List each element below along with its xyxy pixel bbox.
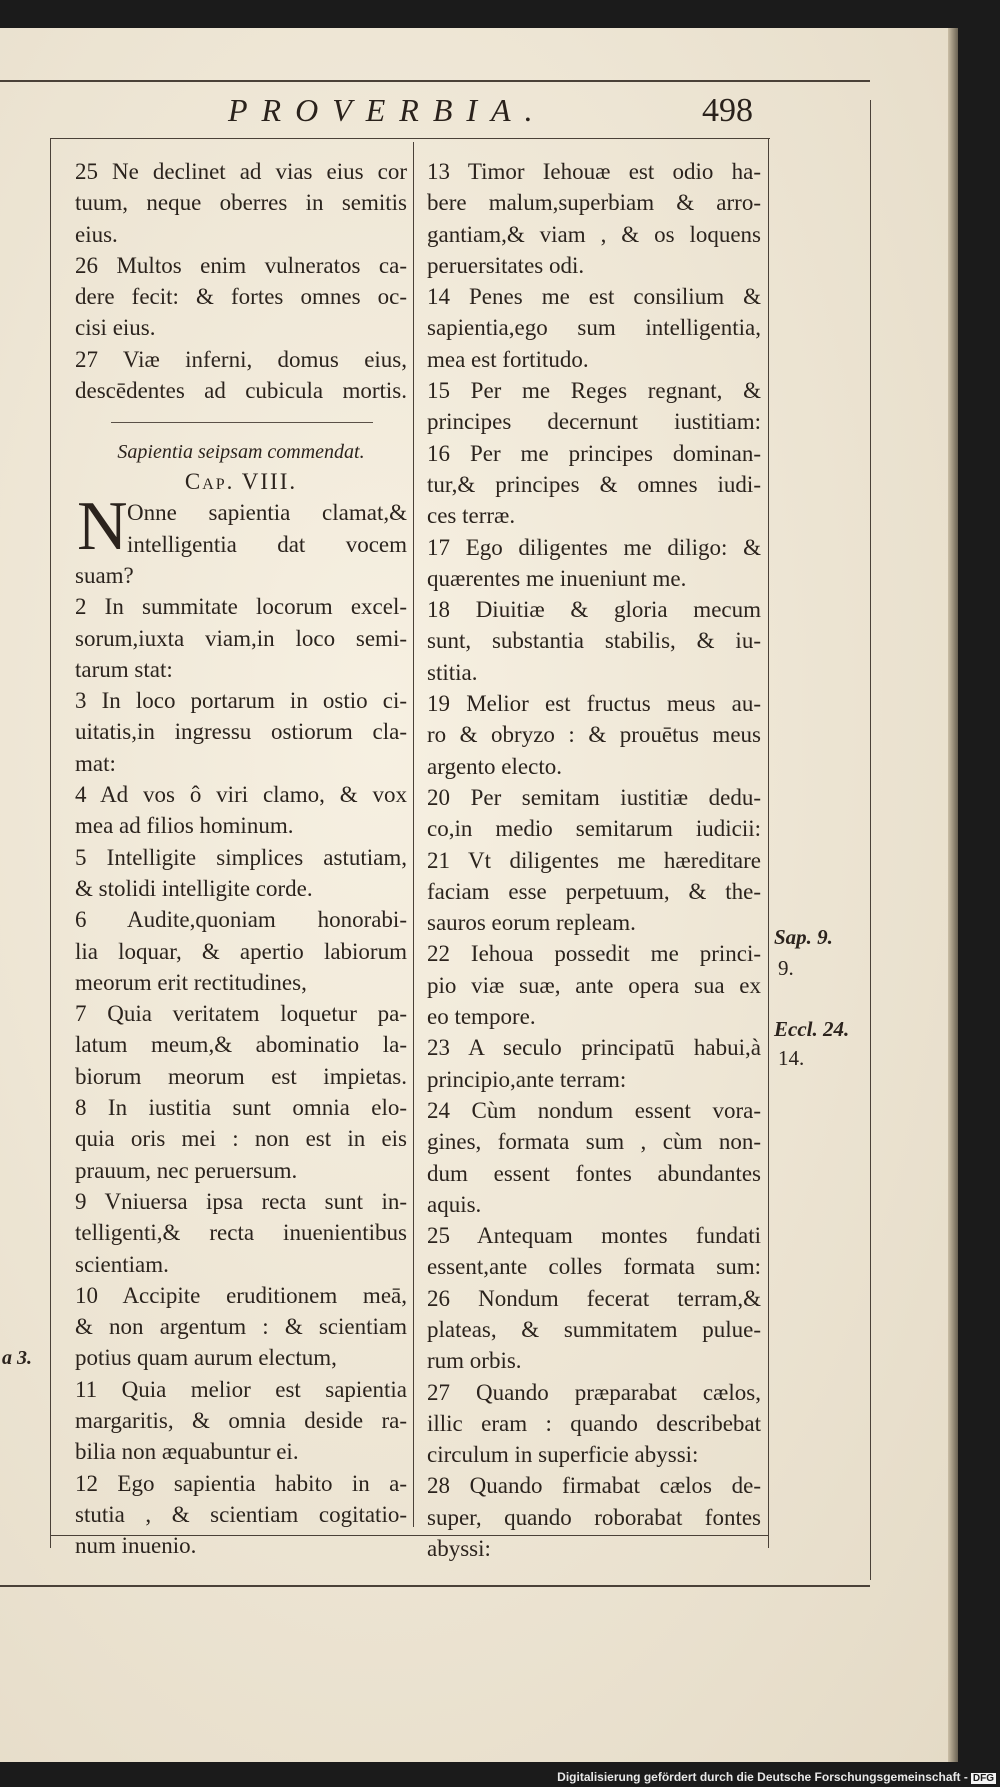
text-line: margaritis, & omnia deside ra- [75, 1407, 407, 1433]
text-line: mea ad filios hominum. [75, 813, 294, 839]
text-line: ro & obryzo : & prouētus meus [427, 722, 761, 748]
text-line: ces terræ. [427, 503, 516, 529]
text-line: dum essent fontes abundantes [427, 1160, 761, 1186]
left-vertical-rule [50, 138, 51, 1548]
text-line: rum orbis. [427, 1348, 522, 1374]
text-line: sorum,iuxta viam,in loco semi- [75, 625, 407, 651]
text-line: 7 Quia veritatem loquetur pa- [75, 1001, 407, 1027]
text-line: 11 Quia melior est sapientia [75, 1376, 407, 1402]
text-line: cisi eius. [75, 315, 156, 341]
text-line: quærentes me inueniunt me. [427, 565, 687, 591]
section-heading: Sapientia seipsam commendat. [117, 441, 365, 464]
text-line: bere malum,superbiam & arro- [427, 190, 761, 216]
text-line: pio viæ suæ, ante opera sua ex [427, 972, 761, 998]
text-line: illic eram : quando describebat [427, 1410, 761, 1436]
text-line: 25 Ne declinet ad vias eius cor [75, 159, 407, 184]
text-line: circulum in superficie abyssi: [427, 1442, 699, 1468]
text-line: 3 In loco portarum in ostio ci- [75, 688, 407, 714]
text-line: telligenti,& recta inuenientibus [75, 1220, 407, 1246]
text-line: mea est fortitudo. [427, 346, 589, 372]
text-line: gantiam,& viam , & os loquens [427, 221, 761, 247]
text-line: 17 Ego diligentes me diligo: & [427, 534, 761, 560]
chapter-heading: Cap. VIII. [184, 469, 298, 495]
text-line: dere fecit: & fortes omnes oc- [75, 284, 407, 310]
text-line: co,in medio semitarum iudicii: [427, 816, 761, 842]
text-line: principes decernunt iustitiam: [427, 409, 761, 435]
text-line: uitatis,in ingressu ostiorum cla- [75, 719, 407, 745]
top-rule [0, 80, 870, 82]
bottom-outer-rule [0, 1585, 870, 1587]
text-line: meorum erit rectitudines, [75, 969, 307, 995]
text-line: & non argentum : & scientiam [75, 1314, 407, 1340]
text-line: 13 Timor Iehouæ est odio ha- [427, 159, 761, 184]
page-number: 498 [702, 92, 753, 129]
text-line: 28 Quando firmabat cælos de- [427, 1473, 761, 1499]
text-line: 4 Ad vos ô viri clamo, & vox [75, 782, 407, 808]
text-line: 8 In iustitia sunt omnia elo- [75, 1095, 407, 1121]
text-line: tarum stat: [75, 656, 173, 682]
text-line: 9 Vniuersa ipsa recta sunt in- [75, 1188, 407, 1214]
margin-column-rule [870, 100, 871, 1580]
left-margin-fragment: a 3. [2, 1347, 32, 1369]
text-line: 12 Ego sapientia habito in a- [75, 1470, 407, 1496]
text-line: Onne sapientia clamat,& [127, 500, 407, 526]
text-line: 27 Quando præparabat cælos, [427, 1379, 761, 1405]
text-line: biorum meorum est impietas. [75, 1063, 407, 1089]
text-line: 10 Accipite eruditionem meā, [75, 1282, 407, 1308]
text-line: 24 Cùm nondum essent vora- [427, 1097, 761, 1123]
right-vertical-rule [768, 138, 769, 1548]
right-text-column [427, 156, 761, 1564]
drop-cap: N [77, 488, 128, 566]
left-text-column [75, 156, 407, 1561]
text-line: 18 Diuitiæ & gloria mecum [427, 597, 761, 623]
text-line: eo tempore. [427, 1004, 536, 1030]
text-line: plateas, & summitatem pulue- [427, 1316, 761, 1342]
margin-note-eccl-verse: 14. [778, 1046, 805, 1070]
text-line: aquis. [427, 1191, 482, 1217]
text-line: stutia , & scientiam cogitatio- [75, 1501, 407, 1527]
text-line: intelligentia dat vocem [127, 531, 407, 557]
page-edge [948, 28, 958, 1762]
text-line: 27 Viæ inferni, domus eius, [75, 346, 407, 372]
margin-note-sap: Sap. 9. [774, 925, 833, 949]
text-line: 15 Per me Reges regnant, & [427, 378, 761, 404]
text-line: scientiam. [75, 1251, 169, 1277]
margin-note-sap-verse: 9. [778, 956, 794, 980]
text-line: tuum, neque oberres in semitis [75, 190, 407, 216]
text-line: sauros eorum repleam. [427, 910, 636, 936]
text-line: super, quando roborabat fontes [427, 1504, 761, 1530]
text-line: sunt, substantia stabilis, & iu- [427, 628, 761, 654]
text-line: 6 Audite,quoniam honorabi- [75, 907, 407, 933]
text-line: bilia non æquabuntur ei. [75, 1439, 299, 1465]
text-line: prauum, nec peruersum. [75, 1157, 298, 1183]
text-line: 14 Penes me est consilium & [427, 284, 761, 310]
header-rule [50, 138, 770, 139]
text-line: 5 Intelligite simplices astutiam, [75, 844, 407, 870]
text-line: abyssi: [427, 1536, 491, 1562]
text-line: peruersitates odi. [427, 252, 585, 278]
text-line: eius. [75, 221, 118, 247]
chapter-opening [75, 488, 407, 566]
text-line: latum meum,& abominatio la- [75, 1032, 407, 1058]
text-line: 2 In summitate locorum excel- [75, 594, 407, 620]
dfg-logo: DFG [972, 1773, 994, 1784]
column-divider [413, 142, 414, 1527]
text-line: gines, formata sum , cùm non- [427, 1129, 761, 1155]
text-line: essent,ante colles formata sum: [427, 1254, 761, 1280]
text-line: tur,& principes & omnes iudi- [427, 471, 761, 497]
text-line: descēdentes ad cubicula mortis. [75, 378, 407, 404]
running-title: PROVERBIA. [228, 92, 547, 128]
text-line: 23 A seculo principatū habui,à [427, 1035, 761, 1061]
text-line: mat: [75, 750, 116, 776]
text-line: lia loquar, & apertio labiorum [75, 938, 407, 964]
text-line: 21 Vt diligentes me hæreditare [427, 847, 761, 873]
margin-note-eccl: Eccl. 24. [774, 1017, 850, 1041]
text-line: 25 Antequam montes fundati [427, 1223, 761, 1249]
text-line: 26 Multos enim vulneratos ca- [75, 252, 407, 278]
footer-credit-text: Digitalisierung gefördert durch die Deutsche Forschungsgemeinschaft - [557, 1770, 968, 1784]
text-line: 19 Melior est fructus meus au- [427, 691, 761, 717]
text-line: quia oris mei : non est in eis [75, 1126, 407, 1152]
text-line: 26 Nondum fecerat terram,& [427, 1285, 761, 1311]
text-line: sapientia,ego sum intelligentia, [427, 315, 761, 341]
text-line: faciam esse perpetuum, & the- [427, 878, 761, 904]
text-line: & stolidi intelligite corde. [75, 875, 313, 901]
text-line: principio,ante terram: [427, 1066, 627, 1092]
text-line: argento electo. [427, 753, 562, 779]
section-separator [75, 406, 407, 437]
text-line: 20 Per semitam iustitiæ dedu- [427, 784, 761, 810]
text-line: stitia. [427, 659, 478, 685]
text-line: suam? [75, 562, 134, 588]
text-line: num inuenio. [75, 1533, 197, 1559]
text-line: 16 Per me principes dominan- [427, 440, 761, 466]
text-line: potius quam aurum electum, [75, 1345, 337, 1371]
footer-credit [557, 1770, 996, 1784]
text-line: 22 Iehoua possedit me princi- [427, 941, 761, 967]
